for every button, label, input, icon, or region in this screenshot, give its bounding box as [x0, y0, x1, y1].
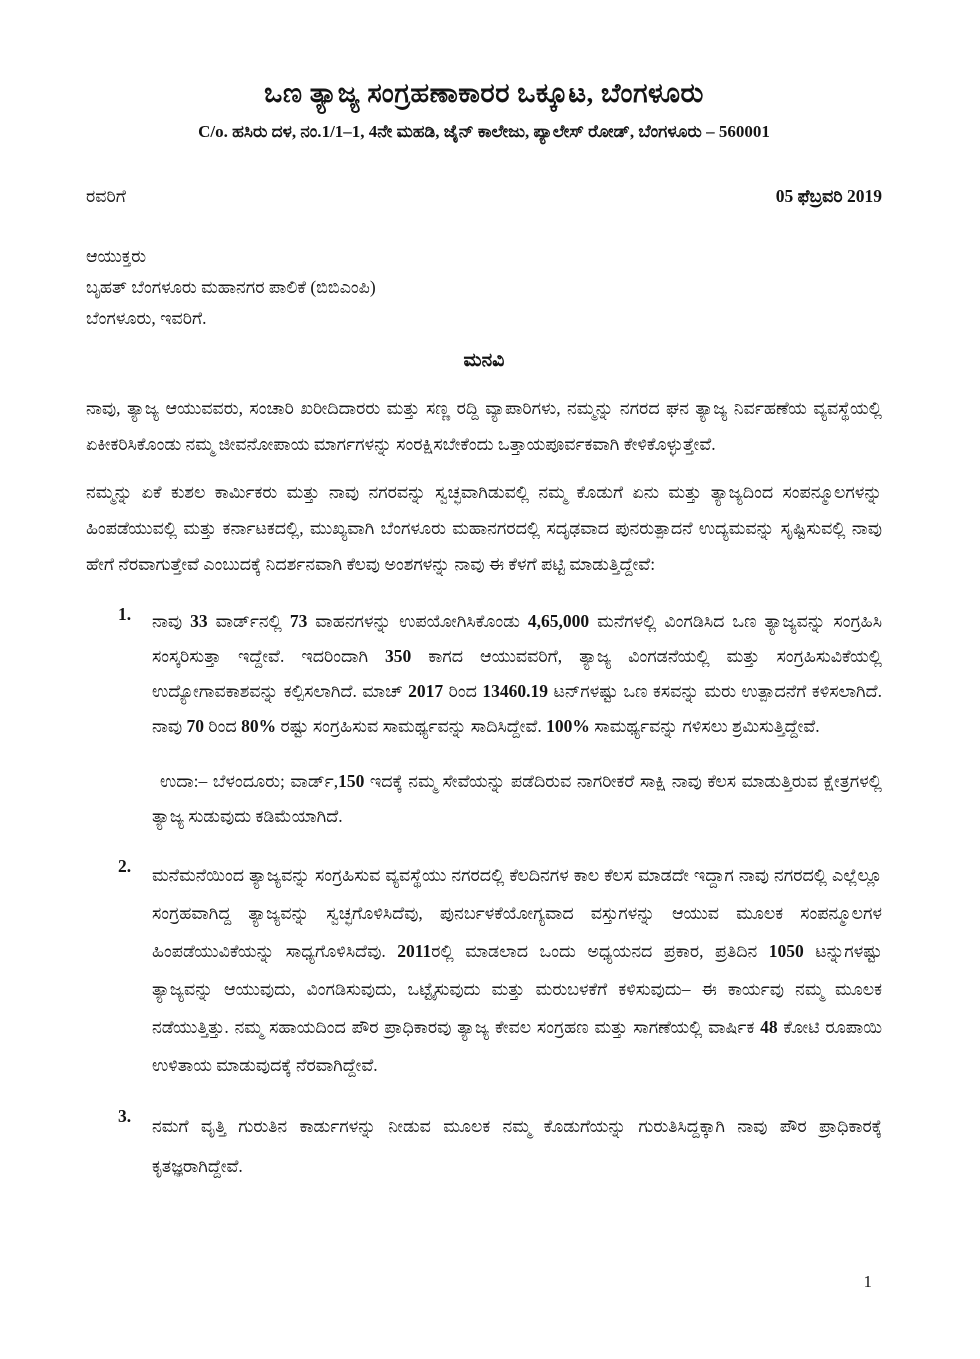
- example-note: ಉದಾ:– ಬೆಳಂದೂರು; ವಾರ್ಡ್,150 ಇದಕ್ಕೆ ನಮ್ಮ ಸೇವೆಯನ್ನು ಪಡೆದಿರುವ ನಾಗರೀಕರೆ ಸಾಕ್ಷಿ ನಾವು ಕೆಲಸ ಮಾಡುತ್ತಿರುವ ಕ್ಷೇತ್ರಗಳಲ್ಲಿ ತ್ಯಾಜ್ಯ ಸುಡುವುದು ಕಡಿಮೆಯಾಗಿದೆ.: [152, 771, 882, 826]
- recipient-line-organization: ಬೃಹತ್ ಬೆಂಗಳೂರು ಮಹಾನಗರ ಪಾಲಿಕೆ (ಬಿಬಿಎಂಪಿ): [86, 277, 376, 297]
- letter-date: 05 ಫೆಬ್ರವರಿ 2019: [775, 186, 882, 206]
- org-address: C/o. ಹಸಿರು ದಳ, ನಂ.1/1–1, 4ನೇ ಮಹಡಿ, ಜೈನ್ ಕಾಲೇಜು, ಪ್ಯಾಲೇಸ್ ರೋಡ್, ಬೆಂಗಳೂರು – 560001: [198, 122, 770, 141]
- paragraph-request: ನಾವು, ತ್ಯಾಜ್ಯ ಆಯುವವರು, ಸಂಚಾರಿ ಖರೀದಿದಾರರು ಮತ್ತು ಸಣ್ಣ ರದ್ದಿ ವ್ಯಾಪಾರಿಗಳು, ನಮ್ಮನ್ನು ನಗರದ ಘನ ತ್ಯಾಜ್ಯ ನಿರ್ವಹಣೆಯ ವ್ಯವಸ್ಥೆಯಲ್ಲಿ ಏಕೀಕರಿಸಿಕೊಂಡು ನಮ್ಮ ಜೀವನೋಪಾಯ ಮಾರ್ಗಗಳನ್ನು ಸಂರಕ್ಷಿಸಬೇಕೆಂದು ಒತ್ತಾಯಪೂರ್ವಕವಾಗಿ ಕೇಳಿಕೊಳ್ಳುತ್ತೇವೆ.: [86, 398, 882, 454]
- salutation-to: ರವರಿಗೆ: [86, 186, 126, 206]
- list-item-text: ಮನೆಮನೆಯಿಂದ ತ್ಯಾಜ್ಯವನ್ನು ಸಂಗ್ರಹಿಸುವ ವ್ಯವಸ್ಥೆಯು ನಗರದಲ್ಲಿ ಕೆಲದಿನಗಳ ಕಾಲ ಕೆಲಸ ಮಾಡದೇ ಇದ್ದಾಗ ನಾವು ನಗರದಲ್ಲಿ ಎಲ್ಲೆಲ್ಲೂ ಸಂಗ್ರಹವಾಗಿದ್ದ ತ್ಯಾಜ್ಯವನ್ನು ಸ್ವಚ್ಛಗೊಳಿಸಿದೆವು, ಪುನರ್ಬಳಕೆಯೋಗ್ಯವಾದ ವಸ್ತುಗಳನ್ನು ಆಯುವ ಮೂಲಕ ಸಂಪನ್ಮೂಲಗಳ ಹಿಂಪಡೆಯುವಿಕೆಯನ್ನು ಸಾಧ್ಯಗೊಳಿಸಿದೆವು. 2011ರಲ್ಲಿ ಮಾಡಲಾದ ಒಂದು ಅಧ್ಯಯನದ ಪ್ರಕಾರ, ಪ್ರತಿದಿನ 1050 ಟನ್ನುಗಳಷ್ಟು ತ್ಯಾಜ್ಯವನ್ನು ಆಯುವುದು, ವಿಂಗಡಿಸುವುದು, ಒಟ್ಟೈಸುವುದು ಮತ್ತು ಮರುಬಳಕೆಗೆ ಕಳಿಸುವುದು– ಈ ಕಾರ್ಯವು ನಮ್ಮ ಮೂಲಕ ನಡೆಯುತ್ತಿತ್ತು. ನಮ್ಮ ಸಹಾಯದಿಂದ ಪೌರ ಪ್ರಾಧಿಕಾರವು ತ್ಯಾಜ್ಯ ಕೇವಲ ಸಂಗ್ರಹಣ ಮತ್ತು ಸಾಗಣೆಯಲ್ಲಿ ವಾರ್ಷಿಕ 48 ಕೋಟಿ ರೂಪಾಯಿ ಉಳಿತಾಯ ಮಾಡುವುದಕ್ಕೆ ನೆರವಾಗಿದ್ದೇವೆ.: [152, 865, 882, 1075]
- recipient-line-designation: ಆಯುಕ್ತರು: [86, 246, 147, 266]
- list-item-3: [86, 1106, 882, 1186]
- meta-row: [86, 186, 882, 207]
- paragraph-context: ನಮ್ಮನ್ನು ಏಕೆ ಕುಶಲ ಕಾರ್ಮಿಕರು ಮತ್ತು ನಾವು ನಗರವನ್ನು ಸ್ವಚ್ಛವಾಗಿಡುವಲ್ಲಿ ನಮ್ಮ ಕೊಡುಗೆ ಏನು ಮತ್ತು ತ್ಯಾಜ್ಯದಿಂದ ಸಂಪನ್ಮೂಲಗಳನ್ನು ಹಿಂಪಡೆಯುವಲ್ಲಿ ಮತ್ತು ಕರ್ನಾಟಕದಲ್ಲಿ, ಮುಖ್ಯವಾಗಿ ಬೆಂಗಳೂರು ಮಹಾನಗರದಲ್ಲಿ ಸದೃಢವಾದ ಪುನರುತ್ಪಾದನೆ ಉದ್ಯಮವನ್ನು ಸೃಷ್ಟಿಸುವಲ್ಲಿ ನಾವು ಹೇಗೆ ನೆರವಾಗುತ್ತೇವೆ ಎಂಬುದಕ್ಕೆ ನಿದರ್ಶನವಾಗಿ ಕೆಲವು ಅಂಶಗಳನ್ನು ನಾವು ಈ ಕೆಳಗೆ ಪಟ್ಟಿ ಮಾಡುತ್ತಿದ್ದೇವೆ:: [86, 482, 882, 574]
- list-item-1: [86, 604, 882, 744]
- list-number: 2.: [118, 856, 132, 876]
- org-title: ಒಣ ತ್ಯಾಜ್ಯ ಸಂಗ್ರಹಣಾಕಾರರ ಒಕ್ಕೂಟ, ಬೆಂಗಳೂರು: [264, 78, 704, 108]
- recipient-line-city: ಬೆಂಗಳೂರು, ಇವರಿಗೆ.: [86, 308, 207, 328]
- page-number: 1: [863, 1272, 872, 1291]
- recipient-block: [86, 241, 882, 334]
- list-item-text: ನಮಗೆ ವೃತ್ತಿ ಗುರುತಿನ ಕಾರ್ಡುಗಳನ್ನು ನೀಡುವ ಮೂಲಕ ನಮ್ಮ ಕೊಡುಗೆಯನ್ನು ಗುರುತಿಸಿದ್ದಕ್ಕಾಗಿ ನಾವು ಪೌರ ಪ್ರಾಧಿಕಾರಕ್ಕೆ ಕೃತಜ್ಞರಾಗಿದ್ದೇವೆ.: [152, 1116, 882, 1176]
- list-number: 1.: [118, 604, 132, 624]
- subject-heading: ಮನವಿ: [463, 350, 505, 371]
- list-item-text: ನಾವು 33 ವಾರ್ಡ್‌ನಲ್ಲಿ 73 ವಾಹನಗಳನ್ನು ಉಪಯೋಗಿಸಿಕೊಂಡು 4,65,000 ಮನೆಗಳಲ್ಲಿ ವಿಂಗಡಿಸಿದ ಒಣ ತ್ಯಾಜ್ಯವನ್ನು ಸಂಗ್ರಹಿಸಿ ಸಂಸ್ಕರಿಸುತ್ತಾ ಇದ್ದೇವೆ. ಇದರಿಂದಾಗಿ 350 ಕಾಗದ ಆಯುವವರಿಗೆ, ತ್ಯಾಜ್ಯ ವಿಂಗಡನೆಯಲ್ಲಿ ಮತ್ತು ಸಂಗ್ರಹಿಸುವಿಕೆಯಲ್ಲಿ ಉದ್ಯೋಗಾವಕಾಶವನ್ನು ಕಲ್ಪಿಸಲಾಗಿದೆ. ಮಾಚ್ 2017 ರಿಂದ 13460.19 ಟನ್‌ಗಳಷ್ಟು ಒಣ ಕಸವನ್ನು ಮರು ಉತ್ಪಾದನೆಗೆ ಕಳಿಸಲಾಗಿದೆ. ನಾವು 70 ರಿಂದ 80% ರಷ್ಟು ಸಂಗ್ರಹಿಸುವ ಸಾಮರ್ಥ್ಯವನ್ನು ಸಾದಿಸಿದ್ದೇವೆ. 100% ಸಾಮರ್ಥ್ಯವನ್ನು ಗಳಿಸಲು ಶ್ರಮಿಸುತ್ತಿದ್ದೇವೆ.: [152, 611, 882, 736]
- list-item-2: [86, 856, 882, 1084]
- list-number: 3.: [118, 1106, 132, 1126]
